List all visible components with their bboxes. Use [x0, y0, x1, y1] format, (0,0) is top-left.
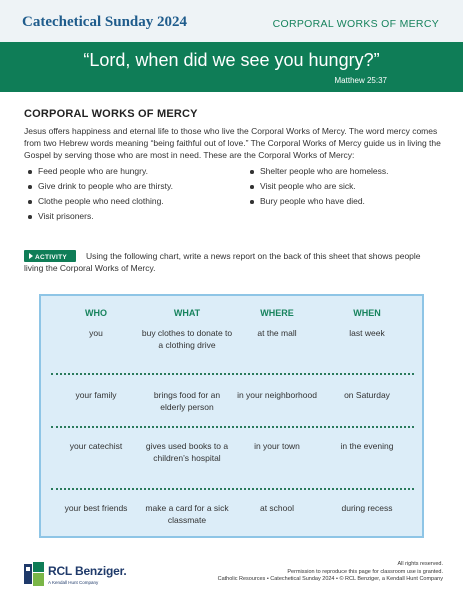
top-header — [0, 0, 463, 42]
column-header-when: WHEN — [353, 308, 381, 318]
credit-text: Catholic Resources • Catechetical Sunday 2024 • © RCL Benziger, a Kendall Hunt Company — [217, 576, 443, 582]
column-header-what: WHAT — [173, 308, 201, 318]
logo-tagline: A Kendall Hunt Company — [48, 580, 99, 585]
list-item: Clothe people who need clothing. — [28, 194, 173, 209]
row-divider — [51, 373, 414, 375]
table-cell: buy clothes to donate to a clothing drive — [141, 328, 233, 350]
header-title: Catechetical Sunday 2024 — [22, 14, 187, 30]
column-header-where: WHERE — [260, 308, 294, 318]
footer-credits — [218, 561, 443, 584]
quote-banner — [0, 42, 463, 92]
table-cell: in your neighborhood — [237, 390, 317, 400]
rcl-logo-icon — [24, 562, 44, 586]
table-cell: your catechist — [69, 441, 123, 451]
section-heading: CORPORAL WORKS OF MERCY — [24, 108, 198, 120]
activity-badge-label: ACTIVITY — [35, 254, 68, 261]
activity-badge — [24, 250, 76, 262]
table-cell: make a card for a sick classmate — [145, 503, 229, 525]
banner-citation: Matthew 25:37 — [334, 76, 387, 85]
activity-instructions — [24, 250, 442, 274]
table-cell: at the mall — [257, 328, 297, 338]
intro-paragraph: Jesus offers happiness and eternal life to those who live the Corporal Works of Mercy. The word mercy comes from two Hebrew words meaning “being faithful out of love.” The Corporal Works of Mercy guide us in living the Gospel by serving those who are most in need. These are the Corporal Works of Mercy: — [24, 126, 441, 160]
play-icon — [29, 253, 33, 259]
table-cell: on Saturday — [344, 390, 390, 400]
column-header-who: WHO — [85, 308, 107, 318]
works-list-right — [250, 164, 389, 209]
permission-text: Permission to reproduce this page for classroom use is granted. — [287, 568, 443, 575]
list-item: Bury people who have died. — [250, 194, 389, 209]
main-content — [24, 108, 442, 222]
list-item: Shelter people who are homeless. — [250, 164, 389, 179]
banner-quote: “Lord, when did we see you hungry?” — [83, 50, 380, 70]
table-cell: gives used books to a children’s hospital — [145, 441, 229, 463]
rights-text: All rights reserved. — [397, 561, 443, 567]
table-cell: in the evening — [340, 441, 394, 451]
works-list-left — [28, 164, 173, 224]
list-item: Visit prisoners. — [28, 209, 173, 224]
table-cell: at school — [259, 503, 295, 513]
header-section: CORPORAL WORKS OF MERCY — [272, 18, 439, 30]
table-cell: in your town — [254, 441, 300, 451]
table-cell: you — [89, 328, 103, 338]
list-item: Feed people who are hungry. — [28, 164, 173, 179]
row-divider — [51, 488, 414, 490]
table-cell: your family — [75, 390, 117, 400]
table-cell: your best friends — [64, 503, 128, 513]
works-list — [24, 164, 442, 222]
activity-chart — [39, 294, 424, 538]
table-cell: brings food for an elderly person — [153, 390, 221, 412]
table-cell: during recess — [341, 503, 393, 513]
row-divider — [51, 426, 414, 428]
logo-name: RCL Benziger. — [48, 564, 127, 578]
list-item: Visit people who are sick. — [250, 179, 389, 194]
table-cell: last week — [349, 328, 385, 338]
activity-text: Using the following chart, write a news report on the back of this sheet that shows people living the Corporal Works of Mercy. — [24, 251, 421, 273]
list-item: Give drink to people who are thirsty. — [28, 179, 173, 194]
